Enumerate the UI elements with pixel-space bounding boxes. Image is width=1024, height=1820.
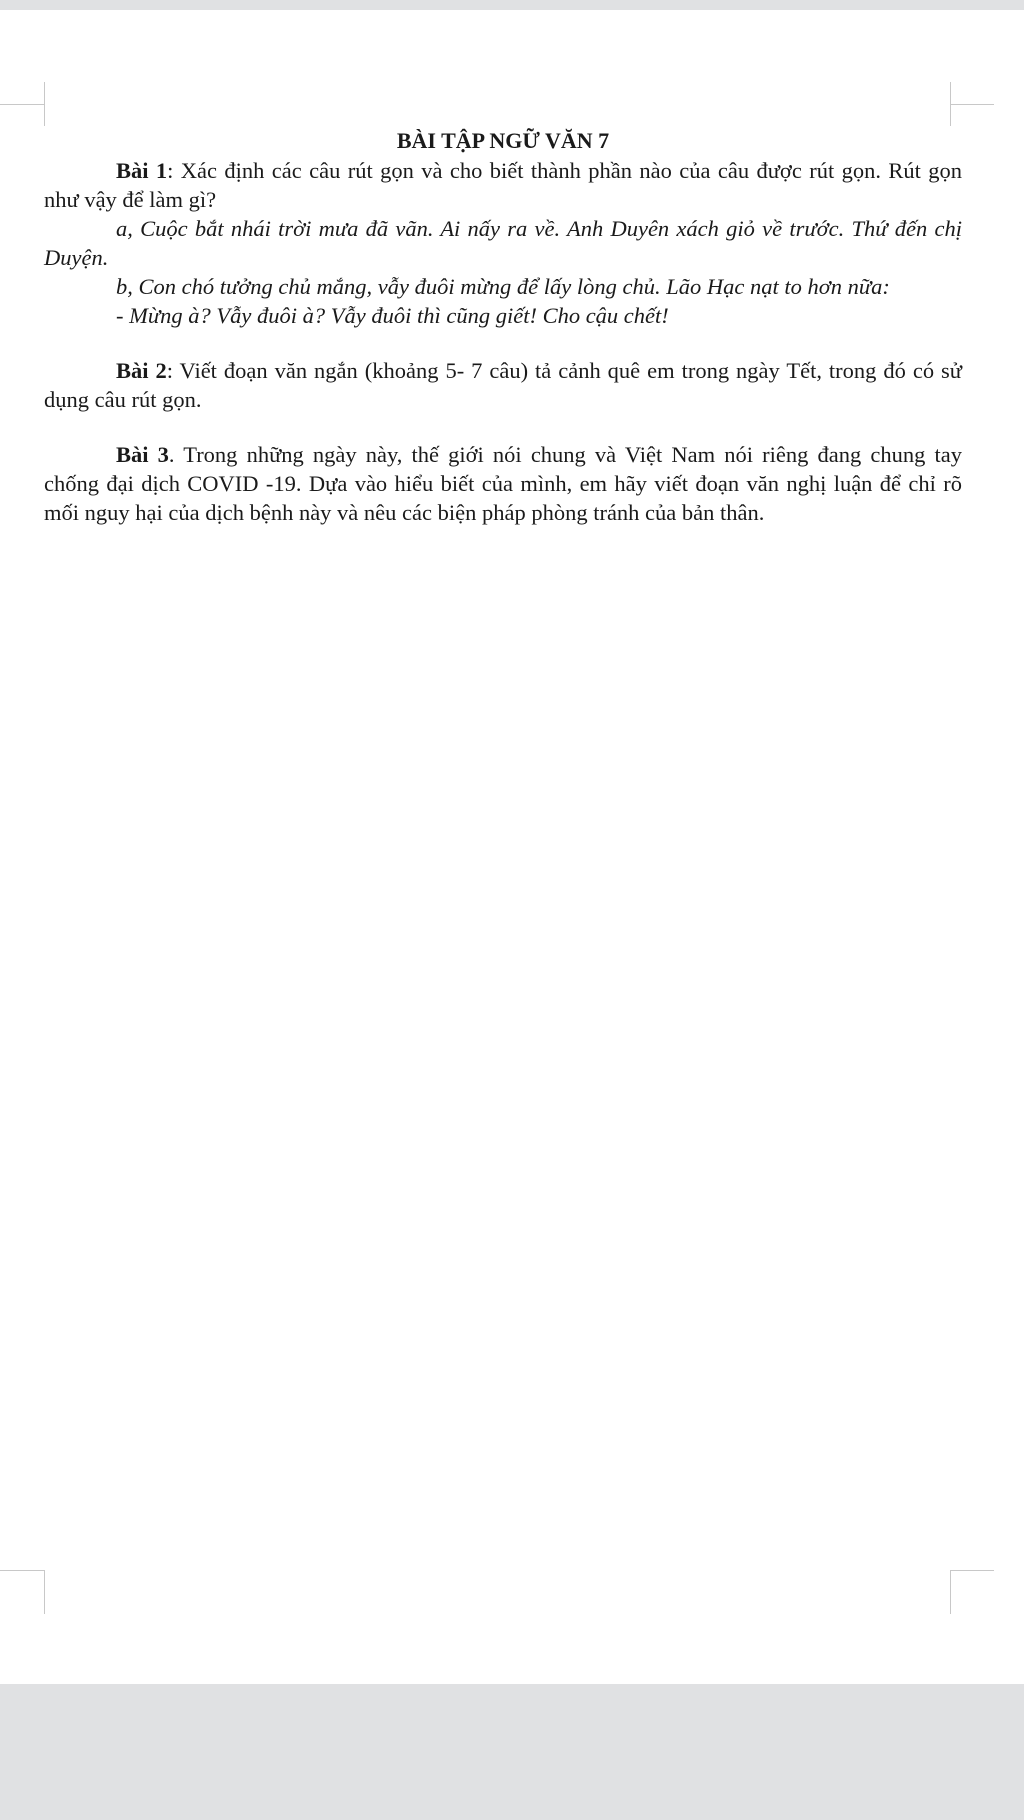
crop-mark-top-left-v xyxy=(44,82,45,126)
crop-mark-top-right-h xyxy=(950,104,994,105)
crop-mark-bottom-left-h xyxy=(0,1570,44,1571)
crop-mark-bottom-left-v xyxy=(44,1570,45,1614)
bai1-question-text: : Xác định các câu rút gọn và cho biết thành phần nào của câu được rút gọn. Rút gọn như vậy để làm gì? xyxy=(44,158,962,212)
bai3-label: Bài 3 xyxy=(116,442,169,467)
bai3-question xyxy=(44,440,962,527)
bai2-question-text: : Viết đoạn văn ngắn (khoảng 5- 7 câu) tả cảnh quê em trong ngày Tết, trong đó có sử dụng câu rút gọn. xyxy=(44,358,962,412)
bai1-question xyxy=(44,156,962,214)
spacer xyxy=(44,330,962,356)
bai3-question-text: . Trong những ngày này, thế giới nói chung và Việt Nam nói riêng đang chung tay chống đại dịch COVID -19. Dựa vào hiểu biết của mình, em hãy viết đoạn văn nghị luận để chỉ rõ mối nguy hại của dịch bệnh này và nêu các biện pháp phòng tránh của bản thân. xyxy=(44,442,962,525)
document-title: BÀI TẬP NGỮ VĂN 7 xyxy=(396,128,610,153)
bai2-question xyxy=(44,356,962,414)
crop-mark-bottom-right-v xyxy=(950,1570,951,1614)
bai1-label: Bài 1 xyxy=(116,158,168,183)
bai1-part-b: b, Con chó tưởng chủ mắng, vẫy đuôi mừng để lấy lòng chủ. Lão Hạc nạt to hơn nữa: xyxy=(116,274,890,299)
crop-mark-top-right-v xyxy=(950,82,951,126)
bai2-label: Bài 2 xyxy=(116,358,167,383)
crop-mark-top-left-h xyxy=(0,104,44,105)
crop-mark-bottom-right-h xyxy=(950,1570,994,1571)
document-body xyxy=(44,126,962,527)
document-page xyxy=(0,10,1024,1684)
bai1-quote: - Mừng à? Vẫy đuôi à? Vẫy đuôi thì cũng giết! Cho cậu chết! xyxy=(116,303,669,328)
spacer xyxy=(44,414,962,440)
bai1-part-a: a, Cuộc bắt nhái trời mưa đã vãn. Ai nấy ra về. Anh Duyên xách giỏ về trước. Thứ đến chị Duyện. xyxy=(44,216,962,270)
